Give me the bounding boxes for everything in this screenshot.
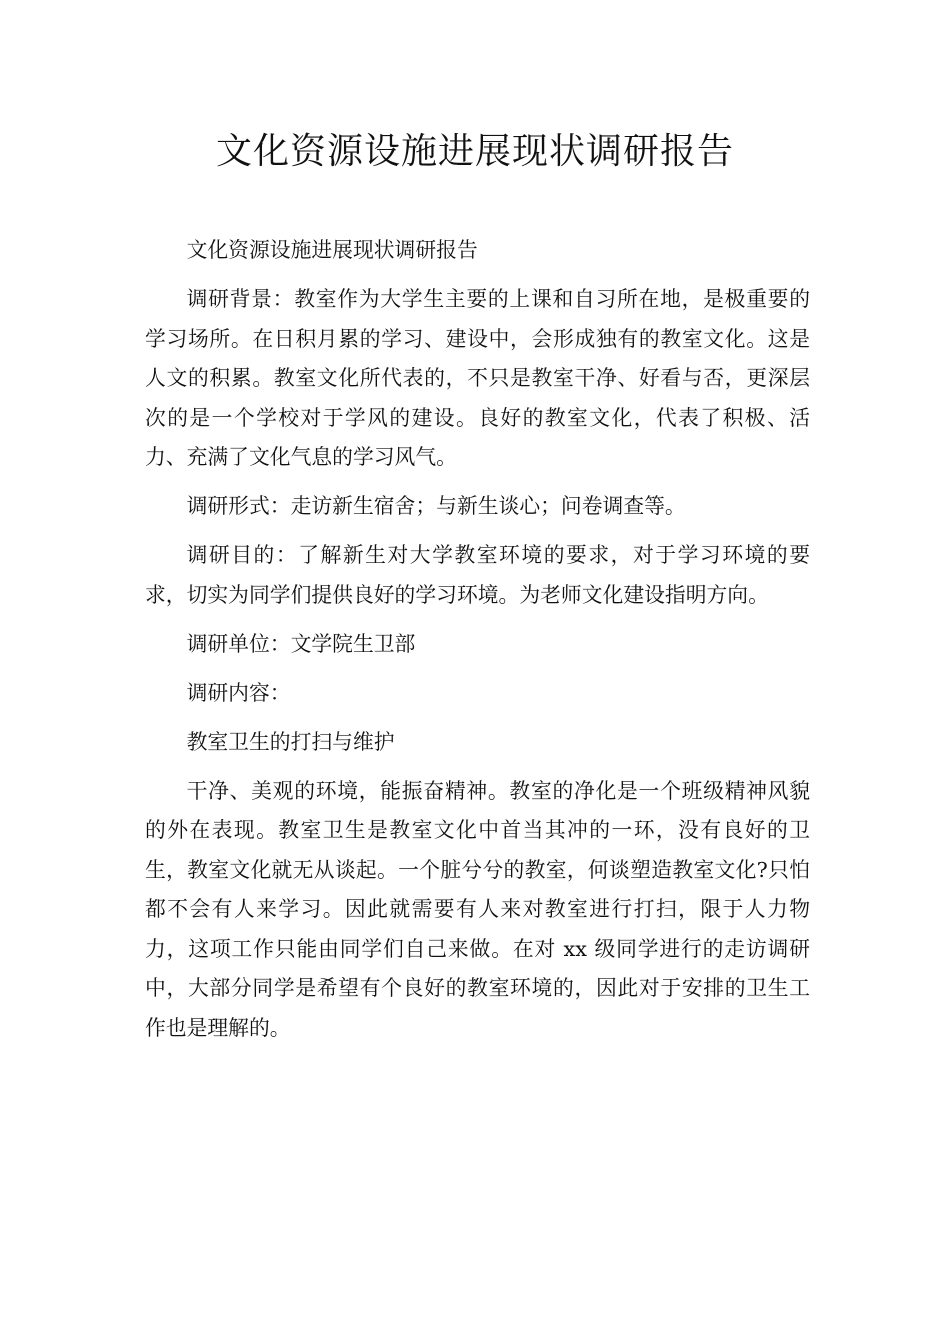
paragraph-hygiene: 干净、美观的环境，能振奋精神。教室的净化是一个班级精神风貌的外在表现。教室卫生是教室文化中首当其冲的一环，没有良好的卫生，教室文化就无从谈起。一个脏兮兮的教室，何谈塑造教室文化?只怕都不会有人来学习。因此就需要有人来对教室进行打扫，限于人力物力，这项工作只能由同学们自己来做。在对 xx 级同学进行的走访调研中，大部分同学是希望有个良好的教室环境的，因此对于安排的卫生工作也是理解的。 bbox=[145, 778, 810, 1040]
paragraph-purpose: 调研目的：了解新生对大学教室环境的要求，对于学习环境的要求，切实为同学们提供良好的学习环境。为老师文化建设指明方向。 bbox=[145, 543, 810, 607]
paragraph-subtitle: 文化资源设施进展现状调研报告 bbox=[186, 238, 478, 262]
paragraph-form: 调研形式：走访新生宿舍；与新生谈心；问卷调查等。 bbox=[186, 494, 686, 518]
document-title: 文化资源设施进展现状调研报告 bbox=[215, 131, 734, 172]
paragraph-unit: 调研单位：文学院生卫部 bbox=[186, 631, 416, 656]
paragraph-section-heading: 教室卫生的打扫与维护 bbox=[186, 729, 395, 754]
paragraph-content-heading: 调研内容： bbox=[186, 680, 291, 705]
paragraph-background: 调研背景：教室作为大学生主要的上课和自习所在地，是极重要的学习场所。在日积月累的学习、建设中，会形成独有的教室文化。这是人文的积累。教室文化所代表的，不只是教室干净、好看与否，更深层次的是一个学校对于学风的建设。良好的教室文化，代表了积极、活力、充满了文化气息的学习风气。 bbox=[145, 287, 810, 469]
document-body bbox=[145, 231, 810, 1058]
